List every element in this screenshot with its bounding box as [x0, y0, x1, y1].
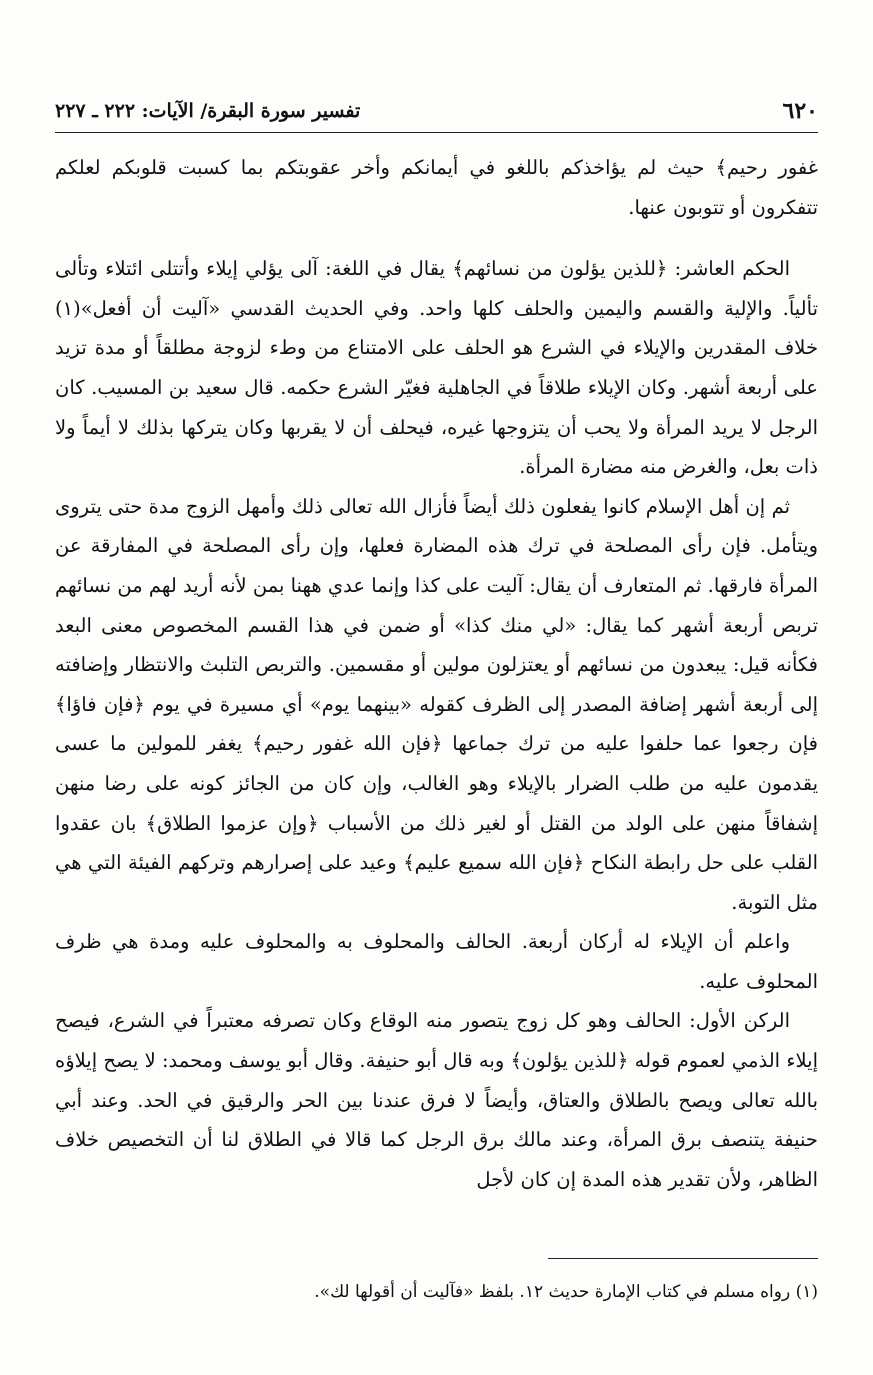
paragraph: [55, 487, 818, 923]
footnote-divider: [548, 1258, 818, 1259]
footnote: (١) رواه مسلم في كتاب الإمارة حديث ١٢. بلفظ «فآليت أن أقولها لك».: [314, 1282, 818, 1302]
paragraph: [55, 922, 818, 1001]
body-text: [55, 148, 818, 1199]
running-title: تفسير سورة البقرة/ الآيات: ٢٢٢ ـ ٢٢٧: [55, 100, 361, 122]
paragraph-text: غفور رحيم﴾ حيث لم يؤاخذكم باللغو في أيمانكم وأخر عقوبتكم بما كسبت قلوبكم لعلكم تتفكرون أو تتوبون عنها.: [55, 156, 818, 219]
paragraph-text: واعلم أن الإيلاء له أركان أربعة. الحالف والمحلوف به والمحلوف عليه ومدة هي ظرف المحلوف عليه.: [55, 930, 818, 993]
paragraph: [55, 1001, 818, 1199]
paragraph: [55, 249, 818, 487]
page-header: [55, 96, 818, 133]
paragraph-text: ثم إن أهل الإسلام كانوا يفعلون ذلك أيضاً فأزال الله تعالى ذلك وأمهل الزوج مدة حتى يتروى ويتأمل. فإن رأى المصلحة في ترك هذه المضارة فعلها، وإن رأى المصلحة في المفارقة عن المرأة فارقها. ثم المتعارف أن يقال: آليت على كذا وإنما عدي ههنا بمن لأنه أريد لهم من نسائهم تربص أربعة أشهر كما يقال: «لي منك كذا» أو ضمن في هذا القسم المخصوص معنى البعد فكأنه قيل: يبعدون من نسائهم أو يعتزلون مولين أو مقسمين. والتربص التلبث والانتظار وإضافته إلى أربعة أشهر إضافة المصدر إلى الظرف كقوله «بينهما يوم» أي مسيرة في يوم ﴿فإن فاؤا﴾ فإن رجعوا عما حلفوا عليه من ترك جماعها ﴿فإن الله غفور رحيم﴾ يغفر للمولين ما عسى يقدمون عليه من طلب الضرار بالإيلاء وهو الغالب، وإن كان من الجائز كونه على رضا منهن إشفاقاً منهن على الولد من القتل أو لغير ذلك من الأسباب ﴿وإن عزموا الطلاق﴾ بان عقدوا القلب على حل رابطة النكاح ﴿فإن الله سميع عليم﴾ وعيد على إصرارهم وتركهم الفيئة التي هي مثل التوبة.: [55, 494, 818, 914]
paragraph: [55, 148, 818, 227]
paragraph-text: الركن الأول: الحالف وهو كل زوج يتصور منه الوقاع وكان تصرفه معتبراً في الشرع، فيصح إيلاء الذمي لعموم قوله ﴿للذين يؤلون﴾ وبه قال أبو حنيفة. وقال أبو يوسف ومحمد: لا يصح إيلاؤه بالله تعالى ويصح بالطلاق والعتاق، وأيضاً لا فرق عندنا بين الحر والرقيق في الحد. وعند أبي حنيفة يتنصف برق المرأة، وعند مالك برق الرجل كما قالا في الطلاق لنا أن التخصيص خلاف الظاهر، ولأن تقدير هذه المدة إن كان لأجل: [55, 1009, 818, 1191]
page-number: ٦٢٠: [782, 98, 818, 124]
paragraph-text: الحكم العاشر: ﴿للذين يؤلون من نسائهم﴾ يقال في اللغة: آلى يؤلي إيلاء وأتتلى ائتلاء وتألى تألياً. والإلية والقسم واليمين والحلف كلها واحد. وفي الحديث القدسي «آليت أن أفعل»(١) خلاف المقدرين والإيلاء في الشرع هو الحلف على الامتناع من وطء لزوجة مطلقاً أو مدة تزيد على أربعة أشهر. وكان الإيلاء طلاقاً في الجاهلية فغيّر الشرع حكمه. قال سعيد بن المسيب. كان الرجل لا يريد المرأة ولا يحب أن يتزوجها غيره، فيحلف أن لا يقربها وكان يتركها بذلك لا أيماً ولا ذات بعل، والغرض منه مضارة المرأة.: [55, 257, 818, 479]
